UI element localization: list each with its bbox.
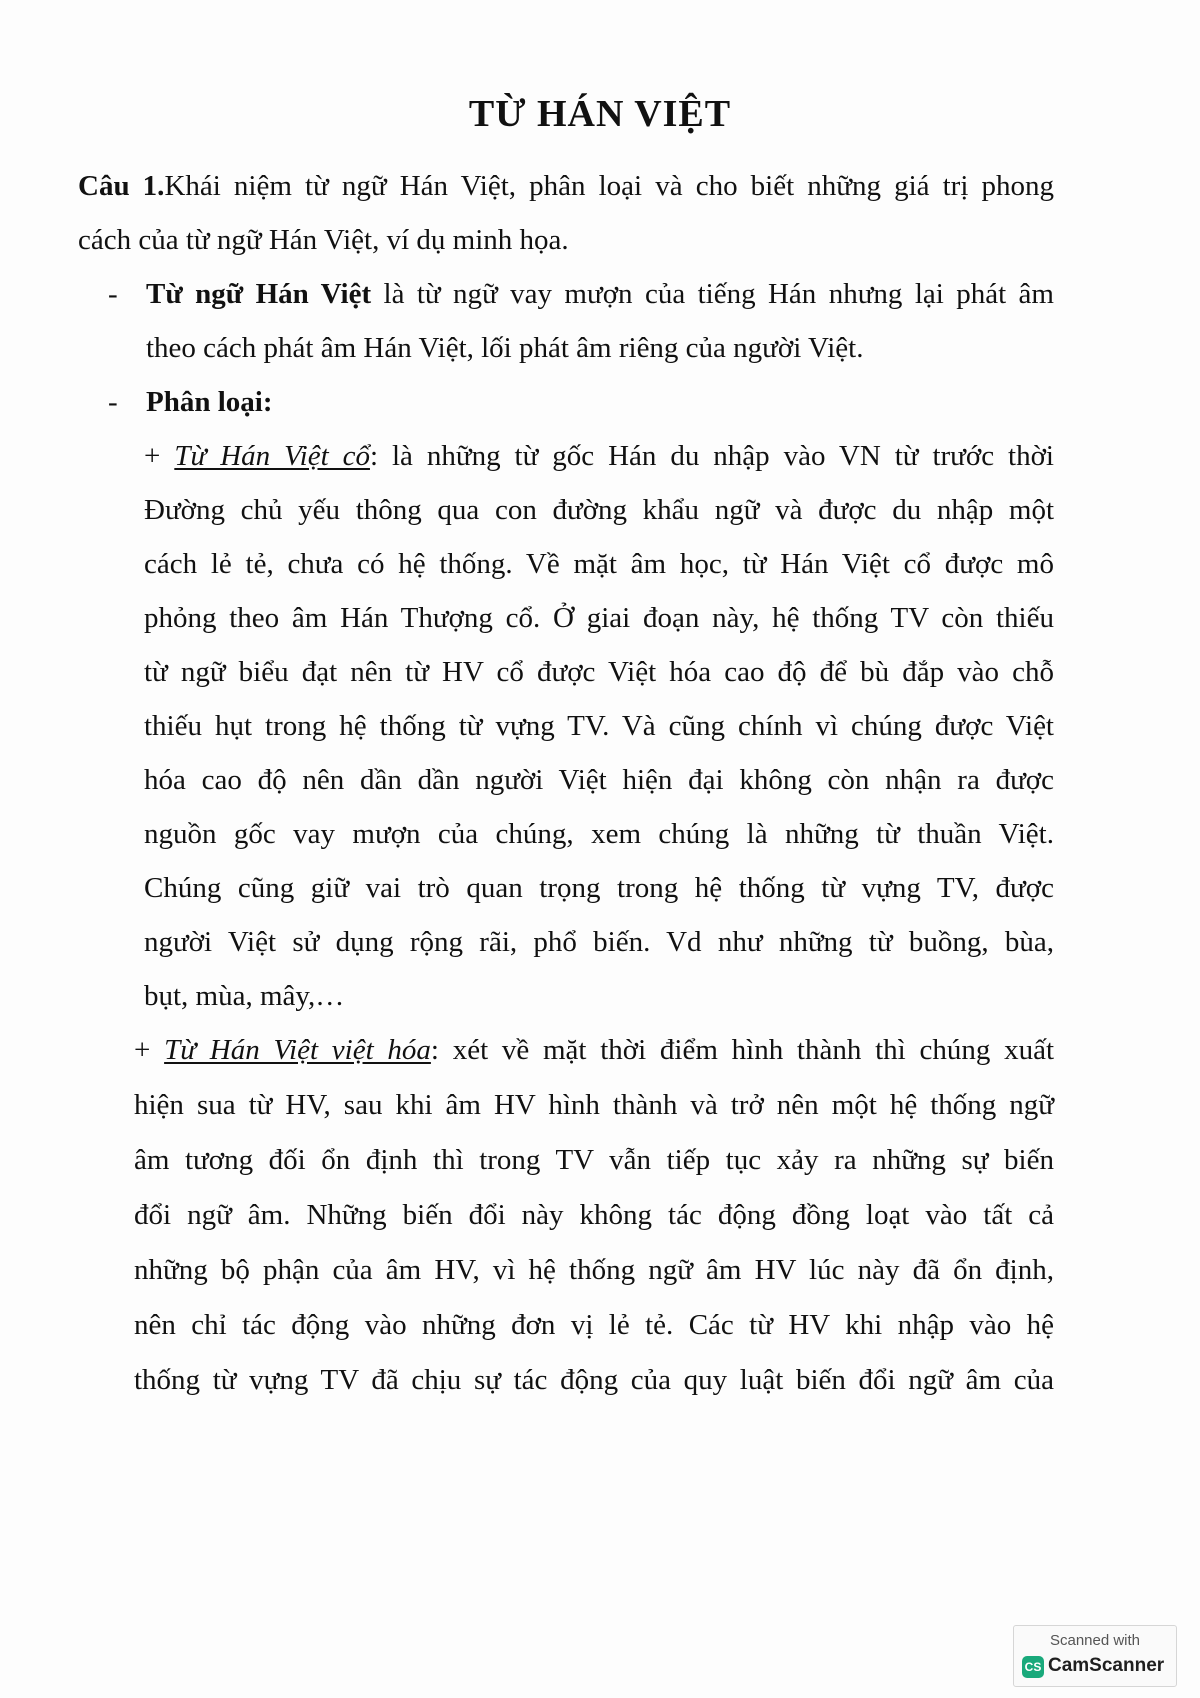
definition-line-1 xyxy=(146,276,1054,312)
co-text-1: : là những từ gốc Hán du nhập vào VN từ trước thời xyxy=(369,440,1054,472)
viethoa-line-3: âm tương đối ổn định thì trong TV vẫn tiếp tục xảy ra những sự biến xyxy=(134,1144,1054,1176)
classification-heading: Phân loại: xyxy=(146,386,273,418)
co-line-5: từ ngữ biểu đạt nên từ HV cổ được Việt hóa cao độ để bù đắp vào chỗ xyxy=(144,656,1054,688)
question-label: Câu 1. xyxy=(78,170,165,202)
viethoa-line-6: nên chỉ tác động vào những đơn vị lẻ tẻ. Các từ HV khi nhập vào hệ xyxy=(134,1309,1054,1341)
co-line-3: cách lẻ tẻ, chưa có hệ thống. Về mặt âm học, từ Hán Việt cổ được mô xyxy=(144,548,1054,580)
watermark-brand: CamScanner xyxy=(1048,1655,1165,1676)
co-line-10: người Việt sử dụng rộng rãi, phổ biến. Vd như những từ buồng, bùa, xyxy=(144,926,1054,958)
co-line-2: Đường chủ yếu thông qua con đường khẩu ngữ và được du nhập một xyxy=(144,494,1054,526)
definition-term: Từ ngữ Hán Việt xyxy=(146,278,372,310)
co-line-8: nguồn gốc vay mượn của chúng, xem chúng là những từ thuần Việt. xyxy=(144,818,1054,850)
viethoa-term: Từ Hán Việt việt hóa xyxy=(164,1034,431,1066)
viethoa-line-1 xyxy=(134,1032,1054,1068)
co-line-11: bụt, mùa, mây,… xyxy=(144,980,345,1012)
bullet-dash-classification: - xyxy=(108,386,118,418)
question-line-2: cách của từ ngữ Hán Việt, ví dụ minh họa. xyxy=(78,224,569,256)
viethoa-line-2: hiện sua từ HV, sau khi âm HV hình thành và trở nên một hệ thống ngữ xyxy=(134,1089,1054,1121)
co-line-9: Chúng cũng giữ vai trò quan trọng trong hệ thống từ vựng TV, được xyxy=(144,872,1054,904)
definition-text-1: là từ ngữ vay mượn của tiếng Hán nhưng lại phát âm xyxy=(371,278,1054,310)
viethoa-line-5: những bộ phận của âm HV, vì hệ thống ngữ âm HV lúc này đã ổn định, xyxy=(134,1254,1054,1286)
question-text-1: Khái niệm từ ngữ Hán Việt, phân loại và cho biết những giá trị phong xyxy=(164,170,1054,202)
co-line-7: hóa cao độ nên dần dần người Việt hiện đại không còn nhận ra được xyxy=(144,764,1054,796)
viethoa-plus: + xyxy=(134,1034,165,1066)
definition-line-2: theo cách phát âm Hán Việt, lối phát âm riêng của người Việt. xyxy=(146,332,864,364)
co-line-6: thiếu hụt trong hệ thống từ vựng TV. Và cũng chính vì chúng được Việt xyxy=(144,710,1054,742)
camscanner-watermark xyxy=(1013,1625,1177,1687)
co-plus: + xyxy=(144,440,175,472)
viethoa-line-7: thống từ vựng TV đã chịu sự tác động của quy luật biến đổi ngữ âm của xyxy=(134,1364,1054,1396)
question-line-1 xyxy=(78,168,1054,204)
camscanner-logo-icon: CS xyxy=(1022,1656,1044,1678)
page-title: TỪ HÁN VIỆT xyxy=(468,93,732,135)
viethoa-text-1: : xét về mặt thời điểm hình thành thì chúng xuất xyxy=(430,1034,1055,1066)
co-line-1 xyxy=(144,438,1054,474)
bullet-dash-definition: - xyxy=(108,278,118,310)
co-line-4: phỏng theo âm Hán Thượng cổ. Ở giai đoạn này, hệ thống TV còn thiếu xyxy=(144,602,1054,634)
viethoa-line-4: đổi ngữ âm. Những biến đổi này không tác động đồng loạt vào tất cả xyxy=(134,1199,1054,1231)
watermark-caption: Scanned with xyxy=(1049,1632,1141,1649)
co-term: Từ Hán Việt cổ xyxy=(174,440,370,472)
